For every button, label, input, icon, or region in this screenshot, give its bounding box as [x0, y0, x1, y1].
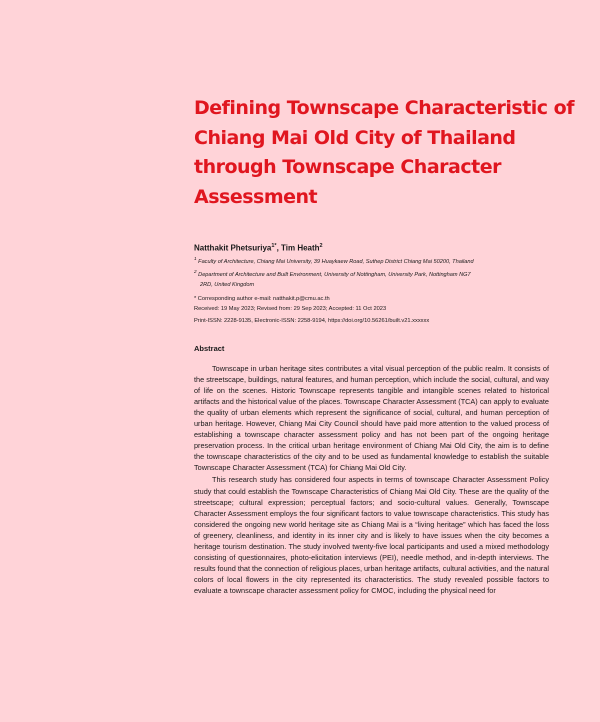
- affiliation-number: 1: [194, 256, 197, 261]
- article-metadata: [194, 294, 564, 326]
- abstract-paragraph: Townscape in urban heritage sites contributes a vital visual perception of the public realm. It consists of the streetscape, buildings, natural features, and human perception, which include the social, cultural, and way of life on the scenes. Historic Townscape represents tangible and intangible scenes related to historical artifacts and the historical value of the places. Townscape Character Assessment (TCA) can apply to evaluate the quality of urban elements which represent the significance of social, cultural, and human perception of urban heritage. However, Chiang Mai City Council should have paid more attention to the valued process of establishing a townscape character assessment policy and has not been part of the ongoing heritage preservation process. In the critical urban heritage environment of Chiang Mai Old City, the aim is to define the townscape characteristics of the city and to be used as fundamental knowledge to establish the suitable Townscape Character Assessment (TCA) for Chiang Mai Old City.: [194, 364, 549, 473]
- affiliation-number: 2: [194, 269, 197, 275]
- author-affiliation-mark: 1*: [271, 243, 277, 249]
- abstract-heading: Abstract: [194, 344, 225, 353]
- author-affiliation-mark: 2: [319, 243, 323, 249]
- abstract-paragraph: This research study has considered four aspects in terms of townscape Character Assessment Policy study that could establish the Townscape Characteristics of Chiang Mai Old City. These are the quality of the streetscape; cultural expression; perceptual factors; and socio-cultural values. Generally, Townscape Character Assessment employs the four significant factors to value townscape characteristics. This study has considered the ongoing new world heritage site as Chiang Mai is a “living heritage” which has faced the loss of greenery, cleanliness, and identity in its inner city and is likely to have issues when the city becomes a heritage tourism destination. The study involved twenty-five local participants and used a mixed methodology consisting of questionnaires, photo-elicitation interviews (PEI), needle method, and in-depth interviews. The results found that the connection of religious places, urban heritage artifacts, cultural activities, and the natural colors of local flowers in the city represented its characteristics. The study revealed possible factors to evaluate a townscape character assessment policy for CMOC, including the physical need for: [194, 475, 549, 595]
- issn-doi: Print-ISSN: 2228-9135, Electronic-ISSN: 2258-9194, https://doi.org/10.56261/built.v21.xxxxxx: [194, 318, 430, 324]
- abstract-body: [194, 363, 549, 597]
- author-name: Natthakit Phetsuriya: [194, 243, 272, 253]
- affiliation-text: Department of Architecture and Built Environment, University of Nottingham, University Park, Nottingham NG7: [198, 272, 471, 279]
- article-dates: Received: 19 May 2023; Revised from: 29 Sep 2023; Accepted: 11 Oct 2023: [194, 306, 387, 312]
- author-separator: ,: [276, 243, 282, 253]
- affiliation-text: Faculty of Architecture, Chiang Mai University, 39 Huaykaew Road, Suthep District Chiang Mai 50200, Thailand: [198, 258, 474, 265]
- paper-title: Defining Townscape Characteristic of Chiang Mai Old City of Thailand through Townscape Character Assessment: [194, 97, 574, 208]
- author-line: [194, 243, 323, 253]
- affiliations: [194, 254, 564, 290]
- author-name: Tim Heath: [281, 243, 320, 253]
- affiliation-text-continued: 2RD, United Kingdom: [200, 281, 255, 288]
- corresponding-author: * Corresponding author e-mail: natthakit.p@cmu.ac.th: [194, 296, 330, 302]
- affiliation: [194, 267, 564, 290]
- affiliation: [194, 254, 564, 267]
